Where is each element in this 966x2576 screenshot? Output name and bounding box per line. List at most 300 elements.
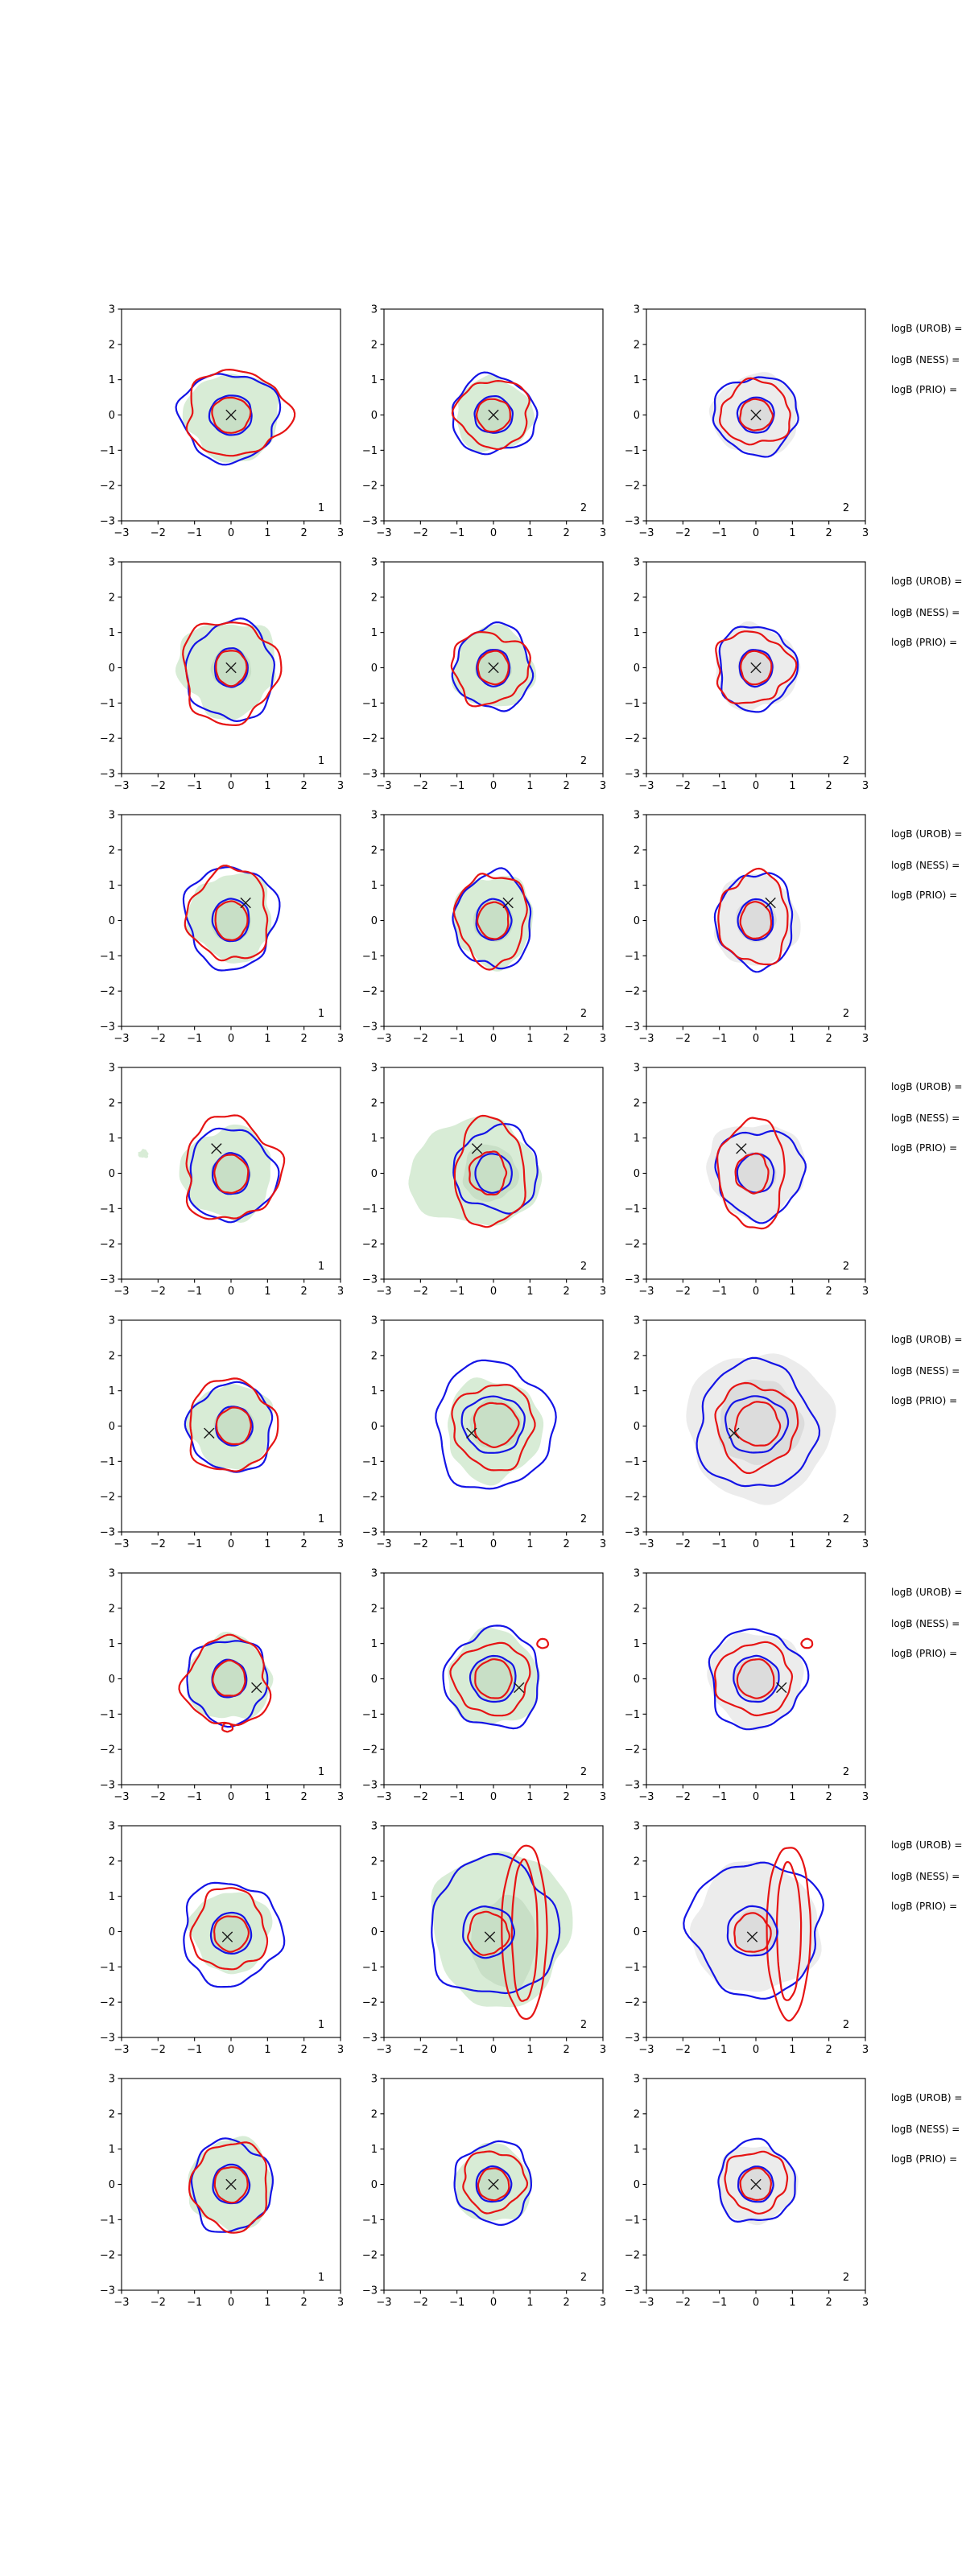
y-tick-label: 0 <box>633 1674 640 1686</box>
y-tick-label: −3 <box>99 2285 115 2297</box>
y-tick-label: 0 <box>108 1674 115 1686</box>
y-tick-label: 3 <box>633 1315 640 1327</box>
x-tick-label: 0 <box>752 1286 760 1298</box>
x-tick-label: 1 <box>526 1286 534 1298</box>
x-tick-label: −3 <box>638 1286 654 1298</box>
x-tick-label: 1 <box>526 1791 534 1803</box>
logb-ness-label: logB (NESS) = <box>891 1365 960 1377</box>
x-tick-label: −1 <box>449 2044 465 2056</box>
x-tick-label: 3 <box>861 1033 869 1045</box>
y-tick-label: −1 <box>99 1203 115 1216</box>
x-tick-label: 3 <box>336 1538 345 1550</box>
x-tick-label: −1 <box>449 780 465 792</box>
x-tick-label: −1 <box>187 1791 203 1803</box>
y-tick-label: 3 <box>370 1062 378 1075</box>
x-tick-label: −2 <box>412 1033 428 1045</box>
x-tick-label: −2 <box>412 780 428 792</box>
logb-ness-label: logB (NESS) = <box>891 1113 960 1124</box>
x-tick-label: −1 <box>712 2297 728 2309</box>
x-tick-label: 1 <box>526 1033 534 1045</box>
y-tick-label: −3 <box>99 515 115 528</box>
corner-count-label: 2 <box>842 502 850 514</box>
y-tick-label: 2 <box>633 1350 640 1363</box>
x-tick-label: 2 <box>563 527 570 539</box>
y-tick-label: −1 <box>361 444 378 457</box>
y-tick-label: 2 <box>633 844 640 857</box>
y-tick-label: 2 <box>633 1097 640 1110</box>
x-tick-label: −1 <box>187 2044 203 2056</box>
y-tick-label: −1 <box>361 1203 378 1216</box>
x-tick-label: −1 <box>187 780 203 792</box>
x-tick-label: −3 <box>114 2044 130 2056</box>
corner-count-label: 2 <box>580 1513 588 1525</box>
x-tick-label: 0 <box>489 527 497 539</box>
y-tick-label: 0 <box>370 1168 378 1180</box>
x-tick-label: 0 <box>227 780 235 792</box>
y-tick-label: 0 <box>108 1421 115 1433</box>
corner-count-label: 2 <box>580 502 588 514</box>
logb-prio-label: logB (PRIO) = <box>891 1901 958 1912</box>
y-tick-label: 2 <box>108 339 115 352</box>
panel-plot-area <box>176 369 295 464</box>
x-tick-label: −2 <box>150 527 166 539</box>
logb-urob-label: logB (UROB) = <box>891 1839 963 1851</box>
x-tick-label: 1 <box>264 1791 271 1803</box>
x-tick-label: 2 <box>563 1791 570 1803</box>
x-tick-label: 3 <box>599 1791 607 1803</box>
x-tick-label: 2 <box>300 1033 308 1045</box>
x-tick-label: 2 <box>825 780 832 792</box>
y-tick-label: −1 <box>361 2214 378 2227</box>
x-tick-label: 2 <box>825 1791 832 1803</box>
y-tick-label: −2 <box>361 1996 378 2009</box>
x-tick-label: −1 <box>187 2297 203 2309</box>
y-tick-label: 3 <box>370 1315 378 1327</box>
y-tick-label: −3 <box>361 515 378 528</box>
y-tick-label: 1 <box>370 1133 378 1146</box>
y-tick-label: −2 <box>99 480 115 493</box>
y-tick-label: −2 <box>99 1996 115 2009</box>
x-tick-label: 2 <box>825 527 832 539</box>
y-tick-label: −2 <box>361 985 378 998</box>
y-tick-label: 3 <box>370 1567 378 1580</box>
corner-count-label: 2 <box>580 1261 588 1273</box>
x-tick-label: −2 <box>675 1286 691 1298</box>
x-tick-label: 1 <box>789 1538 796 1550</box>
y-tick-label: 3 <box>108 2073 115 2086</box>
contour-panel <box>352 1061 619 1304</box>
x-tick-label: 2 <box>825 2044 832 2056</box>
panel-plot-area <box>716 621 800 712</box>
x-tick-label: −2 <box>675 1538 691 1550</box>
y-tick-label: 0 <box>108 410 115 422</box>
y-tick-label: −2 <box>624 985 640 998</box>
y-tick-label: −1 <box>624 697 640 710</box>
x-tick-label: −1 <box>449 1033 465 1045</box>
y-tick-label: 2 <box>108 1097 115 1110</box>
x-tick-label: −3 <box>638 2297 654 2309</box>
y-tick-label: 2 <box>370 844 378 857</box>
x-tick-label: 3 <box>861 1286 869 1298</box>
x-tick-label: −3 <box>638 780 654 792</box>
y-tick-label: 0 <box>370 915 378 927</box>
panel-plot-area <box>184 1883 284 1987</box>
x-tick-label: 1 <box>526 780 534 792</box>
x-tick-label: 3 <box>599 2044 607 2056</box>
y-tick-label: 2 <box>370 1097 378 1110</box>
y-tick-label: −1 <box>361 1708 378 1721</box>
x-tick-label: 0 <box>752 1791 760 1803</box>
corner-count-label: 1 <box>317 1261 325 1273</box>
x-tick-label: −3 <box>376 527 392 539</box>
contour-panel <box>352 1567 619 1810</box>
y-tick-label: −3 <box>624 515 640 528</box>
corner-count-label: 2 <box>580 2272 588 2284</box>
contour-panel <box>89 555 357 799</box>
logb-prio-label: logB (PRIO) = <box>891 384 958 395</box>
y-tick-label: −2 <box>361 1744 378 1757</box>
logb-prio-label: logB (PRIO) = <box>891 637 958 648</box>
y-tick-label: −2 <box>99 2249 115 2262</box>
x-tick-label: 3 <box>861 2044 869 2056</box>
x-tick-label: −2 <box>150 1286 166 1298</box>
y-tick-label: 1 <box>633 1891 640 1904</box>
corner-count-label: 2 <box>842 1513 850 1525</box>
x-tick-label: 2 <box>825 1286 832 1298</box>
corner-count-label: 2 <box>842 1008 850 1020</box>
x-tick-label: 0 <box>227 2044 235 2056</box>
logb-ness-label: logB (NESS) = <box>891 354 960 365</box>
x-tick-label: −3 <box>114 2297 130 2309</box>
y-tick-label: −1 <box>99 2214 115 2227</box>
x-tick-label: −2 <box>675 1033 691 1045</box>
x-tick-label: −1 <box>187 527 203 539</box>
y-tick-label: −3 <box>361 1779 378 1792</box>
x-tick-label: 1 <box>264 1033 271 1045</box>
y-tick-label: 1 <box>108 2144 115 2157</box>
y-tick-label: −1 <box>99 1455 115 1468</box>
panel-plot-area <box>138 1116 285 1224</box>
x-tick-label: −3 <box>638 2044 654 2056</box>
y-tick-label: −1 <box>624 2214 640 2227</box>
logb-ness-label: logB (NESS) = <box>891 2124 960 2135</box>
panel-plot-area <box>452 868 534 972</box>
panel-plot-area <box>188 2136 273 2232</box>
panel-plot-area <box>180 1632 274 1732</box>
panel-plot-area <box>184 865 280 970</box>
y-tick-label: −1 <box>361 950 378 963</box>
x-tick-label: −1 <box>712 780 728 792</box>
y-tick-label: 0 <box>633 410 640 422</box>
y-tick-label: 0 <box>108 663 115 675</box>
contour-panel <box>352 1314 619 1557</box>
contour-red <box>537 1639 548 1648</box>
x-tick-label: 3 <box>599 780 607 792</box>
y-tick-label: 1 <box>633 1133 640 1146</box>
x-tick-label: 3 <box>861 780 869 792</box>
logb-ness-label: logB (NESS) = <box>891 1871 960 1882</box>
x-tick-label: 1 <box>789 2044 796 2056</box>
panel-plot-area <box>444 1625 549 1728</box>
corner-count-label: 2 <box>842 1261 850 1273</box>
x-tick-label: −2 <box>150 1791 166 1803</box>
x-tick-label: 3 <box>336 1033 345 1045</box>
y-tick-label: −3 <box>624 2032 640 2045</box>
y-tick-label: 1 <box>108 1638 115 1651</box>
y-tick-label: −3 <box>624 1779 640 1792</box>
logb-urob-label: logB (UROB) = <box>891 2092 963 2103</box>
x-tick-label: 3 <box>599 1286 607 1298</box>
y-tick-label: 3 <box>633 1567 640 1580</box>
x-tick-label: 1 <box>789 1286 796 1298</box>
corner-count-label: 2 <box>580 755 588 767</box>
x-tick-label: 0 <box>752 2297 760 2309</box>
y-tick-label: 1 <box>370 2144 378 2157</box>
contour-panel <box>89 1567 357 1810</box>
y-tick-label: 0 <box>633 2179 640 2191</box>
x-tick-label: 2 <box>300 1286 308 1298</box>
panel-plot-area <box>714 869 801 972</box>
x-tick-label: −2 <box>412 1286 428 1298</box>
contour-panel <box>89 2072 357 2315</box>
y-tick-label: −2 <box>624 1744 640 1757</box>
y-tick-label: −3 <box>361 2032 378 2045</box>
x-tick-label: 1 <box>789 780 796 792</box>
y-tick-label: 2 <box>108 1350 115 1363</box>
x-tick-label: −2 <box>150 780 166 792</box>
x-tick-label: −1 <box>449 2297 465 2309</box>
x-tick-label: −1 <box>187 1538 203 1550</box>
y-tick-label: 3 <box>108 303 115 316</box>
x-tick-label: 2 <box>300 2297 308 2309</box>
y-tick-label: 2 <box>370 1856 378 1868</box>
x-tick-label: 0 <box>489 2297 497 2309</box>
x-tick-label: 2 <box>300 1538 308 1550</box>
x-tick-label: −1 <box>712 1033 728 1045</box>
x-tick-label: −1 <box>187 1286 203 1298</box>
y-tick-label: −3 <box>624 1274 640 1286</box>
y-tick-label: 2 <box>370 1603 378 1616</box>
contour-panel <box>614 1819 881 2062</box>
y-tick-label: −1 <box>99 444 115 457</box>
y-tick-label: −3 <box>99 2032 115 2045</box>
y-tick-label: 1 <box>370 880 378 893</box>
x-tick-label: −2 <box>412 527 428 539</box>
y-tick-label: 3 <box>633 303 640 316</box>
x-tick-label: 0 <box>752 2044 760 2056</box>
x-tick-label: 3 <box>861 527 869 539</box>
panel-plot-area <box>175 618 282 725</box>
y-tick-label: 1 <box>633 374 640 387</box>
contour-panel <box>89 808 357 1051</box>
panel-plot-area <box>452 622 536 712</box>
x-tick-label: −1 <box>449 1538 465 1550</box>
y-tick-label: 0 <box>633 1421 640 1433</box>
y-tick-label: 2 <box>108 1856 115 1868</box>
x-tick-label: −3 <box>638 1538 654 1550</box>
y-tick-label: −2 <box>99 1744 115 1757</box>
y-tick-label: 0 <box>108 1926 115 1938</box>
x-tick-label: 2 <box>563 780 570 792</box>
y-tick-label: −3 <box>99 1526 115 1539</box>
panel-plot-area <box>706 1118 806 1229</box>
x-tick-label: 3 <box>861 1538 869 1550</box>
y-tick-label: 0 <box>633 915 640 927</box>
y-tick-label: 2 <box>370 339 378 352</box>
contour-panel <box>89 303 357 546</box>
x-tick-label: −3 <box>114 1033 130 1045</box>
x-tick-label: −2 <box>150 1033 166 1045</box>
y-tick-label: −2 <box>624 2249 640 2262</box>
contour-panel <box>614 808 881 1051</box>
y-tick-label: 1 <box>633 1638 640 1651</box>
y-tick-label: −1 <box>624 1961 640 1974</box>
y-tick-label: 0 <box>370 410 378 422</box>
x-tick-label: −1 <box>712 2044 728 2056</box>
y-tick-label: 1 <box>108 1133 115 1146</box>
logb-ness-label: logB (NESS) = <box>891 607 960 618</box>
x-tick-label: 1 <box>789 1033 796 1045</box>
y-tick-label: 2 <box>370 592 378 605</box>
y-tick-label: −3 <box>361 1021 378 1034</box>
logb-prio-label: logB (PRIO) = <box>891 890 958 901</box>
y-tick-label: 0 <box>633 1168 640 1180</box>
x-tick-label: 2 <box>300 780 308 792</box>
y-tick-label: 1 <box>108 1385 115 1398</box>
y-tick-label: −2 <box>99 733 115 745</box>
x-tick-label: −2 <box>675 780 691 792</box>
x-tick-label: 2 <box>300 1791 308 1803</box>
y-tick-label: 1 <box>108 374 115 387</box>
y-tick-label: −2 <box>624 733 640 745</box>
panel-plot-area <box>431 1846 573 2019</box>
y-tick-label: 3 <box>633 1062 640 1075</box>
corner-count-label: 2 <box>580 1008 588 1020</box>
y-tick-label: 3 <box>108 1315 115 1327</box>
x-tick-label: 3 <box>861 1791 869 1803</box>
y-tick-label: 3 <box>370 556 378 569</box>
x-tick-label: 0 <box>489 780 497 792</box>
y-tick-label: −1 <box>99 1708 115 1721</box>
x-tick-label: 3 <box>599 2297 607 2309</box>
x-tick-label: −3 <box>638 1033 654 1045</box>
x-tick-label: 0 <box>489 1286 497 1298</box>
y-tick-label: 0 <box>633 1926 640 1938</box>
contour-panel <box>352 1819 619 2062</box>
x-tick-label: 0 <box>489 1538 497 1550</box>
corner-count-label: 2 <box>580 1766 588 1778</box>
logb-ness-label: logB (NESS) = <box>891 1618 960 1629</box>
x-tick-label: 0 <box>489 1791 497 1803</box>
x-tick-label: 1 <box>264 2044 271 2056</box>
y-tick-label: 1 <box>370 1385 378 1398</box>
y-tick-label: −3 <box>361 1274 378 1286</box>
y-tick-label: 3 <box>108 1062 115 1075</box>
x-tick-label: −3 <box>376 1286 392 1298</box>
panel-plot-area <box>686 1353 836 1505</box>
y-tick-label: 1 <box>633 1385 640 1398</box>
logb-ness-label: logB (NESS) = <box>891 860 960 871</box>
y-tick-label: −2 <box>361 733 378 745</box>
x-tick-label: −3 <box>638 527 654 539</box>
y-tick-label: −1 <box>99 697 115 710</box>
y-tick-label: −3 <box>624 1526 640 1539</box>
contour-panel <box>352 2072 619 2315</box>
contour-panel <box>614 1567 881 1810</box>
corner-count-label: 2 <box>580 2019 588 2031</box>
x-tick-label: −2 <box>675 1791 691 1803</box>
x-tick-label: 2 <box>825 1538 832 1550</box>
panel-plot-area <box>717 2139 798 2225</box>
y-tick-label: −3 <box>624 1021 640 1034</box>
logb-prio-label: logB (PRIO) = <box>891 1395 958 1406</box>
y-tick-label: −1 <box>361 1455 378 1468</box>
y-tick-label: 0 <box>108 1168 115 1180</box>
corner-count-label: 1 <box>317 1008 325 1020</box>
x-tick-label: −3 <box>376 2044 392 2056</box>
y-tick-label: −3 <box>361 768 378 781</box>
y-tick-label: −1 <box>624 444 640 457</box>
y-tick-label: −1 <box>361 697 378 710</box>
y-tick-label: 2 <box>108 2108 115 2121</box>
contour-panel <box>89 1314 357 1557</box>
y-tick-label: 3 <box>370 303 378 316</box>
corner-count-label: 1 <box>317 1766 325 1778</box>
y-tick-label: 3 <box>370 809 378 822</box>
x-tick-label: −1 <box>712 527 728 539</box>
x-tick-label: 1 <box>789 2297 796 2309</box>
y-tick-label: 2 <box>633 2108 640 2121</box>
contour-red <box>801 1639 812 1649</box>
x-tick-label: 3 <box>336 2297 345 2309</box>
contour-panel <box>614 555 881 799</box>
y-tick-label: 3 <box>633 809 640 822</box>
x-tick-label: 1 <box>526 1538 534 1550</box>
x-tick-label: 3 <box>336 1791 345 1803</box>
y-tick-label: 0 <box>370 1421 378 1433</box>
x-tick-label: −3 <box>114 780 130 792</box>
x-tick-label: 0 <box>227 1033 235 1045</box>
x-tick-label: 0 <box>227 527 235 539</box>
x-tick-label: 3 <box>599 527 607 539</box>
y-tick-label: 1 <box>108 880 115 893</box>
y-tick-label: 3 <box>633 1820 640 1833</box>
x-tick-label: −1 <box>187 1033 203 1045</box>
x-tick-label: −3 <box>376 1033 392 1045</box>
logb-urob-label: logB (UROB) = <box>891 1587 963 1598</box>
panel-plot-area <box>455 2141 533 2225</box>
x-tick-label: 2 <box>825 2297 832 2309</box>
y-tick-label: −2 <box>624 1238 640 1251</box>
logb-urob-label: logB (UROB) = <box>891 576 963 587</box>
y-tick-label: −3 <box>99 1274 115 1286</box>
x-tick-label: 3 <box>861 2297 869 2309</box>
y-tick-label: 0 <box>370 663 378 675</box>
y-tick-label: −1 <box>624 1708 640 1721</box>
y-tick-label: 1 <box>370 627 378 640</box>
x-tick-label: 3 <box>336 780 345 792</box>
x-tick-label: −2 <box>412 1538 428 1550</box>
y-tick-label: −1 <box>99 950 115 963</box>
x-tick-label: −3 <box>114 1538 130 1550</box>
y-tick-label: 2 <box>633 339 640 352</box>
logb-prio-label: logB (PRIO) = <box>891 1648 958 1659</box>
x-tick-label: 1 <box>789 527 796 539</box>
panel-plot-area <box>408 1116 542 1227</box>
y-tick-label: 1 <box>633 880 640 893</box>
corner-count-label: 2 <box>842 2272 850 2284</box>
x-tick-label: −2 <box>412 1791 428 1803</box>
